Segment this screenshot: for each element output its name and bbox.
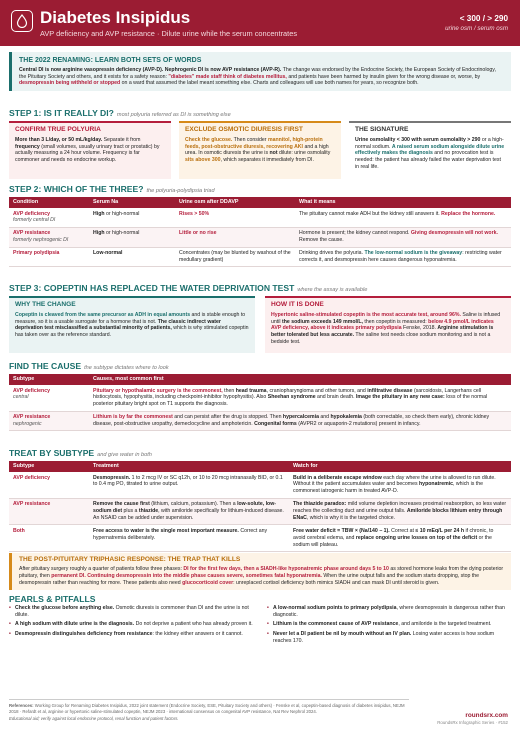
refs-label: References: xyxy=(9,703,34,708)
c1a: More than 3 L/day, or 50 mL/kg/day. xyxy=(15,136,103,143)
header-banner xyxy=(0,0,520,46)
cause-title xyxy=(9,361,169,372)
card-osmotic-heading: EXCLUDE OSMOTIC DIURESIS FIRST xyxy=(185,126,303,133)
treat-t5: thiazide xyxy=(138,508,159,515)
row-alias: nephrogenic xyxy=(13,421,42,428)
droplet-logo-icon xyxy=(11,10,33,32)
card-signature-body xyxy=(355,137,505,171)
s3c1a: Copeptin is cleaved from the same precursor as ADH in equal amounts xyxy=(15,311,191,318)
table-row xyxy=(9,411,511,431)
cause-a: Lithium is by far the commonest xyxy=(93,414,173,421)
list-item xyxy=(9,605,253,619)
c2e: not xyxy=(269,150,278,157)
renaming-reason: The change was endorsed by the Endocrine Society, the European Society of Endocrinology, the Pituitary Society and others, and it exists for a safety reason: xyxy=(19,66,496,80)
s3c2e: below 4.9 pmol/L indicates AVP deficiency, above it indicates primary polydipsia xyxy=(271,318,494,332)
row-name: AVP resistance xyxy=(13,230,51,237)
trap-f: Continuing desmopressin into the middle phase causes severe, sometimes fatal hyponatremia. xyxy=(87,573,322,580)
pearl-bold: Never let a DI patient be nil by mouth without an IV plan. xyxy=(273,630,412,637)
trap-b: DI for the first few days, then a SIADH-like hyponatremic phase around days 5 to 10 xyxy=(183,566,389,573)
th-serum-na: Serum Na xyxy=(89,197,175,208)
trap-c: as stored hormone leaks from the dying posterior pituitary, then xyxy=(19,566,504,580)
treat-title xyxy=(9,448,152,459)
list-item xyxy=(267,631,511,645)
table-row xyxy=(9,385,511,411)
row-alias: formerly central DI xyxy=(13,217,56,224)
pearls-title: PEARLS & PITFALLS xyxy=(9,594,96,604)
table-row xyxy=(9,227,511,247)
trap-i: : unreplaced cortisol deficiency both mimics SIADH and can mask DI until steroid is given. xyxy=(233,579,440,586)
card-how-body xyxy=(271,312,505,346)
card-signature-heading: THE SIGNATURE xyxy=(355,126,409,133)
cause-h: and brain death. xyxy=(315,394,356,401)
s3c2b: Saline is infused until xyxy=(271,311,501,325)
row-na: or high-normal xyxy=(104,230,140,237)
th-watch: Watch for xyxy=(289,461,511,472)
treat-w6: or the sodium will plateau. xyxy=(293,534,492,548)
step2-title xyxy=(9,184,215,195)
row-osm: Concentrates (may be blunted by washout of the medullary gradient) xyxy=(175,247,295,267)
cause-g: Congenital forms xyxy=(254,421,297,428)
pearl-text: , where desmopressin is dangerous rather than diagnostic. xyxy=(273,605,505,618)
pearl-bold: Desmopressin distinguishes deficiency from resistance xyxy=(15,630,153,637)
c3d: and no provocation test is needed: the patient has already failed the water deprivation test in real life. xyxy=(355,150,501,171)
trap-g: When the urine output falls and the sodium starts dropping, stop the desmopressin rather than reaching for more. These patients also need xyxy=(19,573,480,586)
cause-f: (both correctable, so check them early), chronic kidney disease, post-obstructive uropathy, demeclocycline and amphotericin. xyxy=(93,414,490,428)
c2g: sits above 300 xyxy=(185,157,221,164)
step1-title xyxy=(9,108,231,119)
row-name: Both xyxy=(9,525,89,552)
pearl-text: , and amiloride is the targeted treatment. xyxy=(398,621,492,628)
c2h: , which separates it immediately from DI. xyxy=(220,157,314,164)
c2a: Check the glucose. xyxy=(185,136,233,143)
treat-t2: (lithium, calcium, potassium). Then a xyxy=(149,501,238,508)
s3c2c: the sodium exceeds 149 mmol/L, xyxy=(281,318,363,325)
row-na-bold: High xyxy=(93,230,105,237)
step1-subtitle: most polyuria referred as DI is something else xyxy=(116,112,231,118)
cause-e: hypokalemia xyxy=(330,414,362,421)
row-name: AVP deficiency xyxy=(9,472,89,498)
treat-t6: , with amiloride specifically for lithium-induced disease. An NSAID can be added under supervision. xyxy=(93,508,284,521)
treat-t3: low-solute, low-sodium diet xyxy=(93,501,276,515)
row-name: AVP deficiency xyxy=(13,210,51,217)
treat-w4: if chronic, to avoid cerebral edema, and xyxy=(293,527,494,541)
th-meaning: What it means xyxy=(295,197,511,208)
row-na-bold: Low-normal xyxy=(93,250,123,257)
trap-heading: THE POST-PITUITARY TRIPHASIC RESPONSE: THE TRAP THAT KILLS xyxy=(19,556,241,563)
step3-subtitle: where the assay is available xyxy=(297,287,368,293)
renaming-heading: THE 2022 RENAMING: LEARN BOTH SETS OF WORDS xyxy=(19,57,202,64)
page-title: Diabetes Insipidus xyxy=(40,8,191,27)
brand-series: RoundsRx Infographic Series · #152 xyxy=(437,720,508,726)
pearl-bold: Lithium is the commonest cause of AVP resistance xyxy=(273,621,399,628)
treat-w4: , which is the commonest iatrogenic harm in treated AVP-D. xyxy=(293,481,484,495)
cause-f: (sarcoidosis, Langerhans cell histiocytosis, hypophysitis, including checkpoint-inhibitor hypophysitis). Also xyxy=(93,387,482,401)
c2c: mannitol, high-protein feeds, post-obstructive diuresis, recovering AKI xyxy=(185,136,323,150)
pearl-bold: Check the glucose before anything else. xyxy=(15,605,115,611)
treat-t1: Desmopressin. xyxy=(93,474,131,481)
cause-j: loss of the normal posterior pituitary bright spot on T1 supports the diagnosis. xyxy=(93,394,488,408)
th-urine-osm: Urine osm after DDAVP xyxy=(175,197,295,208)
s3c2h: The saline test needs close sodium monitoring and is not a bedside test. xyxy=(271,332,491,346)
row-m1: The pituitary cannot make ADH but the kidney still answers it. xyxy=(299,210,442,217)
th-subtype: Subtype xyxy=(9,461,89,472)
card-confirm-heading: CONFIRM TRUE POLYURIA xyxy=(15,126,101,133)
row-na-bold: High xyxy=(93,210,105,217)
c2b: Then consider xyxy=(232,136,268,143)
cause-subtitle: the subtype dictates where to look xyxy=(84,365,169,371)
renaming-box xyxy=(9,52,511,91)
card-confirm-polyuria xyxy=(9,121,171,179)
s3c2g: Arginine stimulation is better tolerated but less accurate. xyxy=(271,325,494,339)
brand-footer xyxy=(437,712,508,726)
treat-w1: Build in a deliberate escape window xyxy=(293,474,382,481)
trap-d: permanent DI. xyxy=(51,573,86,580)
treat-t4: plus a xyxy=(122,508,139,515)
step3-title xyxy=(9,283,367,294)
treat-w1: The thiazide paradox: xyxy=(293,501,347,508)
treat-t2: Correct any hypernatremia deliberately. xyxy=(93,527,268,541)
pearl-text: Losing water access is how sodium reaches 170. xyxy=(273,630,495,644)
trap-h: glucocorticoid cover xyxy=(182,579,234,586)
pearl-text: Do not deprive a patient who has already proven it. xyxy=(134,621,253,628)
treat-t1: Free access to water is the single most important measure. xyxy=(93,527,239,534)
table-row xyxy=(9,498,511,525)
list-item xyxy=(267,605,511,619)
renaming-nephrogenic: Nephrogenic DI is now AVP resistance (AVP-R). xyxy=(164,66,282,73)
treat-w5: replace ongoing urine losses on top of the deficit xyxy=(355,534,478,541)
c1c: frequency xyxy=(15,143,40,150)
step1-title-text: STEP 1: IS IT REALLY DI? xyxy=(9,108,114,118)
s3c2d: then copeptin is measured: xyxy=(362,318,429,325)
row-na: or high-normal xyxy=(104,210,140,217)
treat-t2: 1 to 2 mcg IV or SC q12h, or 10 to 20 mcg intranasally BID, or 0.1 to 0.4 mg PO, titrated to urine output. xyxy=(93,474,283,488)
treat-w3: ≤ 10 mEq/L per 24 h xyxy=(415,527,464,534)
th-subtype: Subtype xyxy=(9,374,89,385)
c3a: Urine osmolality < 300 with serum osmolality > 290 xyxy=(355,136,481,143)
renaming-warning: "diabetes" made staff think of diabetes mellitus, xyxy=(168,73,287,80)
row-m2: The low-normal sodium is the giveaway xyxy=(364,250,463,257)
pearls-list xyxy=(9,605,511,647)
row-osm: Little or no rise xyxy=(175,227,295,247)
card-why-change xyxy=(9,296,255,353)
row-m3: : restricting water corrects it, and desmopressin here causes dangerous hyponatremia. xyxy=(299,250,502,263)
c2f: dilute: urine osmolality xyxy=(277,150,331,157)
pearl-bold: A high sodium with dilute urine is the diagnosis. xyxy=(15,621,135,628)
list-item xyxy=(9,631,253,638)
card-why-body xyxy=(15,312,249,339)
table-row xyxy=(9,472,511,498)
cause-h: (AVPR2 or aquaporin-2 mutations) present in infancy. xyxy=(296,421,421,428)
threshold-units: urine osm / serum osm xyxy=(445,24,508,32)
table-row xyxy=(9,208,511,227)
card-why-heading: WHY THE CHANGE xyxy=(15,301,76,308)
treat-title-text: TREAT BY SUBTYPE xyxy=(9,448,95,458)
list-item xyxy=(267,621,511,628)
s3c2f: Fenske, 2018. xyxy=(401,325,438,332)
renaming-tail: on a ward that assumed the label meant something else. Charts and colleagues will use both names for years, so recognize both. xyxy=(120,80,419,87)
card-osmotic-diuresis xyxy=(179,121,341,179)
th-causes: Causes, most common first xyxy=(89,374,511,385)
cause-b: then xyxy=(222,387,236,394)
c3b: or a high-normal sodium. xyxy=(355,136,504,150)
table-row xyxy=(9,525,511,552)
treat-w3: hyponatremic xyxy=(419,481,454,488)
c2d: and a high urea. In osmotic diuresis the urine is xyxy=(185,143,329,157)
row-name: AVP deficiency xyxy=(13,387,51,394)
trap-a: After pituitary surgery roughly a quarter of patients follow three phases: xyxy=(19,566,184,573)
treat-w1: Free water deficit = TBW × (Na/140 − 1). xyxy=(293,527,390,534)
cause-table xyxy=(9,374,511,431)
step2-title-text: STEP 2: WHICH OF THE THREE? xyxy=(9,184,144,194)
card-signature xyxy=(349,121,511,179)
treat-w2: each day where the urine is allowed to run dilute. Without it the patient accumulates water and becomes xyxy=(293,474,496,488)
row-alias: central xyxy=(13,394,29,401)
triad-table xyxy=(9,197,511,267)
cause-e: infiltrative disease xyxy=(367,387,413,394)
cause-c: head trauma xyxy=(235,387,267,394)
s3c1b: and is stable enough to measure, so it is a usable surrogate for a hormone that is not. xyxy=(15,311,246,325)
row-m1: Hormone is present; the kidney cannot respond. xyxy=(299,230,411,237)
page-subtitle: AVP deficiency and AVP resistance · Dilute urine while the serum concentrates xyxy=(40,29,298,38)
card-how-done xyxy=(265,296,511,353)
step2-subtitle: the polyuria-polydipsia triad xyxy=(146,188,215,194)
row-name: AVP resistance xyxy=(13,414,51,421)
treat-t1: Remove the cause first xyxy=(93,501,150,508)
trap-body xyxy=(19,566,504,587)
pearls-left xyxy=(9,605,253,647)
row-m2: Replace the hormone. xyxy=(441,210,496,217)
cause-a: Pituitary or hypothalamic surgery is the commonest, xyxy=(93,387,223,394)
c3c: A raised serum sodium alongside dilute urine effectively makes the diagnosis xyxy=(355,143,505,157)
pearl-bold: A low-normal sodium points to primary polydipsia xyxy=(273,605,397,611)
row-m3: Remove the cause. xyxy=(299,237,344,244)
card-how-heading: HOW IT IS DONE xyxy=(271,301,324,308)
threshold-value: < 300 / > 290 xyxy=(459,14,508,23)
cause-b: and can persist after the drug is stopped. Then xyxy=(172,414,283,421)
pearl-text: : the kidney either answers or it cannot. xyxy=(152,630,243,637)
row-osm: Rises > 50% xyxy=(175,208,295,227)
treat-subtitle: and give water in both xyxy=(97,452,152,458)
header-threshold xyxy=(445,14,508,33)
card-confirm-body xyxy=(15,137,165,164)
th-condition: Condition xyxy=(9,197,89,208)
step3-title-text: STEP 3: COPEPTIN HAS REPLACED THE WATER DEPRIVATION TEST xyxy=(9,283,295,293)
list-item xyxy=(9,621,253,628)
renaming-harm: and patients have been harmed by insulin given for the wrong disease or, worse, by xyxy=(286,73,481,80)
pearls-right xyxy=(267,605,511,647)
s3c1c: The classic indirect water deprivation test misclassified a substantial minority of patients, xyxy=(15,318,221,332)
th-treatment: Treatment xyxy=(89,461,289,472)
s3c1d: which is why stimulated copeptin has taken over as the reference standard. xyxy=(15,325,249,339)
cause-d: and xyxy=(318,414,331,421)
renaming-text xyxy=(19,67,504,88)
row-alias: formerly nephrogenic DI xyxy=(13,237,69,244)
treat-w4: , which is why it is the targeted choice. xyxy=(306,514,396,521)
cause-c: hypercalcemia xyxy=(282,414,319,421)
renaming-desmo-warning: desmopressin being withheld or stopped xyxy=(19,80,121,87)
row-m1: Drinking drives the polyuria. xyxy=(299,250,365,257)
cause-d: , craniopharyngioma and other tumors, and xyxy=(266,387,368,394)
row-name: Primary polydipsia xyxy=(13,250,60,257)
refs-note: Educational aid; verify against local endocrine protocol, renal function and patient factors. xyxy=(9,716,179,722)
treat-w2: Correct at xyxy=(389,527,416,534)
c1d: (small volumes, usually urinary tract or prostatic) by actually measuring a 24 hour volume. Frequency is far commoner and needs no endocrine workup. xyxy=(15,143,160,164)
treat-table xyxy=(9,461,511,552)
row-m2: Giving desmopressin will not work. xyxy=(410,230,498,237)
references xyxy=(9,699,409,722)
table-row xyxy=(9,247,511,267)
cause-i: Image the pituitary in any new case: xyxy=(355,394,445,401)
cause-g: Sheehan syndrome xyxy=(267,394,316,401)
refs-text: Working Group for Renaming Diabetes Insipidus, 2022 joint statement (Endocrine Society, ESE, Pituitary Society and others) · Fenske et al, copeptin-based diagnosis of diabetes insipidus, NEJM 2018 · Refardt et al, arginine or hypertonic saline-stimulated copeptin, NEJM 2023 · international consensus on congenital AVP resistance, Nat Rev Nephrol 2024. xyxy=(9,703,405,714)
c1b: Separate it from xyxy=(102,136,141,143)
triphasic-trap-box xyxy=(9,553,511,590)
row-name: AVP resistance xyxy=(9,498,89,525)
s3c2a: Hypertonic saline-stimulated copeptin is the most accurate test, around 96%. xyxy=(271,311,461,318)
renaming-central: Central DI is now arginine vasopressin deficiency (AVP-D). xyxy=(19,66,164,73)
card-osmotic-body xyxy=(185,137,335,164)
brand-site-link[interactable]: roundsrx.com xyxy=(465,712,508,719)
treat-w2: mild volume depletion increases proximal reabsorption, so less water reaches the collecting duct and urine output falls. xyxy=(293,501,507,515)
pearl-text: Osmotic diuresis is commoner than DI and the urine is not dilute. xyxy=(15,605,249,618)
cause-title-text: FIND THE CAUSE xyxy=(9,361,82,371)
treat-w3: Amiloride blocks lithium entry through ENaC xyxy=(293,508,503,521)
